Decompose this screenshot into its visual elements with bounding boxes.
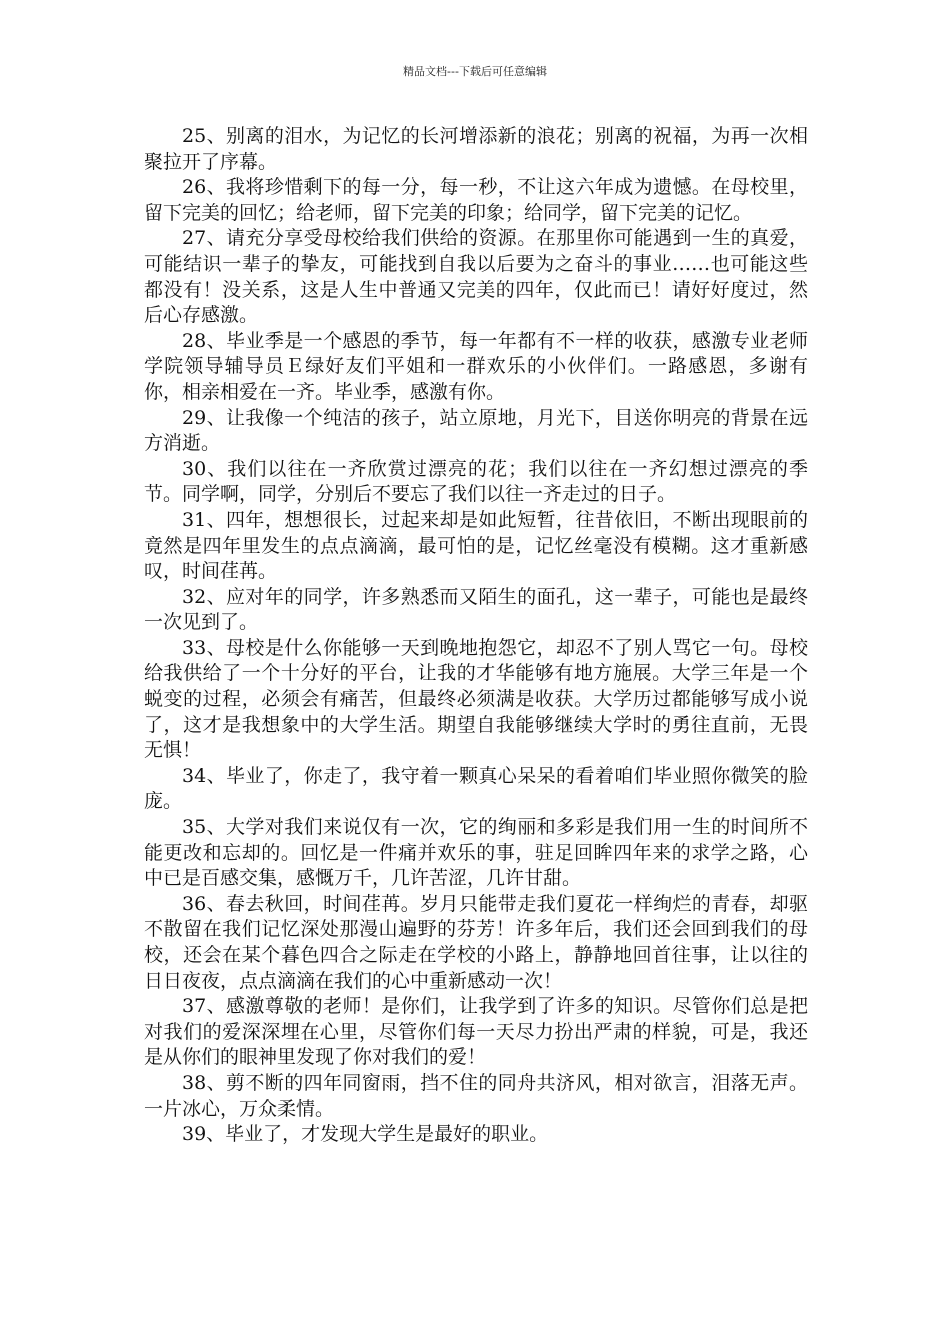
document-body — [144, 124, 808, 1148]
paragraph-30: 30、我们以往在一齐欣赏过漂亮的花；我们以往在一齐幻想过漂亮的季节。同学啊，同学，分别后不要忘了我们以往一齐走过的日子。 — [144, 457, 808, 506]
paragraph-35: 35、大学对我们来说仅有一次，它的绚丽和多彩是我们用一生的时间所不能更改和忘却的。回忆是一件痛并欢乐的事，驻足回眸四年来的求学之路，心中已是百感交集，感慨万千，几许苦涩，几许甘甜。 — [144, 816, 808, 890]
paragraph-32: 32、应对年的同学，许多熟悉而又陌生的面孔，这一辈子，可能也是最终一次见到了。 — [144, 585, 808, 634]
paragraph-27: 27、请充分享受母校给我们供给的资源。在那里你可能遇到一生的真爱，可能结识一辈子的挚友，可能找到自我以后要为之奋斗的事业……也可能这些都没有！没关系，这是人生中普通又完美的四年，仅此而已！请好好度过，然后心存感激。 — [144, 227, 808, 327]
paragraph-34: 34、毕业了，你走了，我守着一颗真心呆呆的看着咱们毕业照你微笑的脸庞。 — [144, 764, 808, 813]
paragraph-36: 36、春去秋回，时间荏苒。岁月只能带走我们夏花一样绚烂的青春，却驱不散留在我们记忆深处那漫山遍野的芬芳！许多年后，我们还会回到我们的母校，还会在某个暮色四合之际走在学校的小路上，静静地回首往事，让以往的日日夜夜，点点滴滴在我们的心中重新感动一次！ — [144, 892, 808, 992]
page-header: 精品文档---下载后可任意编辑 — [403, 65, 547, 78]
paragraph-31: 31、四年，想想很长，过起来却是如此短暂，往昔依旧，不断出现眼前的竟然是四年里发生的点点滴滴，最可怕的是，记忆丝毫没有模糊。这才重新感叹，时间荏苒。 — [144, 508, 808, 583]
paragraph-39: 39、毕业了，才发现大学生是最好的职业。 — [182, 1123, 549, 1146]
paragraph-38: 38、剪不断的四年同窗雨，挡不住的同舟共济风，相对欲言，泪落无声。一片冰心，万众柔情。 — [144, 1071, 808, 1120]
paragraph-37: 37、感激尊敬的老师！是你们，让我学到了许多的知识。尽管你们总是把对我们的爱深深埋在心里，尽管你们每一天尽力扮出严肃的样貌，可是，我还是从你们的眼神里发现了你对我们的爱！ — [144, 995, 808, 1069]
paragraph-26: 26、我将珍惜剩下的每一分，每一秒，不让这六年成为遗憾。在母校里，留下完美的回忆；给老师，留下完美的印象；给同学，留下完美的记忆。 — [144, 176, 808, 224]
paragraph-25: 25、别离的泪水，为记忆的长河增添新的浪花；别离的祝福，为再一次相聚拉开了序幕。 — [144, 125, 808, 173]
paragraph-29: 29、让我像一个纯洁的孩子，站立原地，月光下，目送你明亮的背景在远方消逝。 — [144, 406, 808, 455]
paragraph-28: 28、毕业季是一个感恩的季节，每一年都有不一样的收获，感激专业老师学院领导辅导员Ｅ绿好友们平姐和一群欢乐的小伙伴们。一路感恩，多谢有你，相亲相爱在一齐。毕业季，感激有你。 — [144, 329, 808, 403]
paragraph-33: 33、母校是什么你能够一天到晚地抱怨它，却忍不了别人骂它一句。母校给我供给了一个十分好的平台，让我的才华能够有地方施展。大学三年是一个蜕变的过程，必须会有痛苦，但最终必须满是收获。大学历过都能够写成小说了，这才是我想象中的大学生活。期望自我能够继续大学时的勇往直前，无畏无惧！ — [144, 636, 808, 762]
